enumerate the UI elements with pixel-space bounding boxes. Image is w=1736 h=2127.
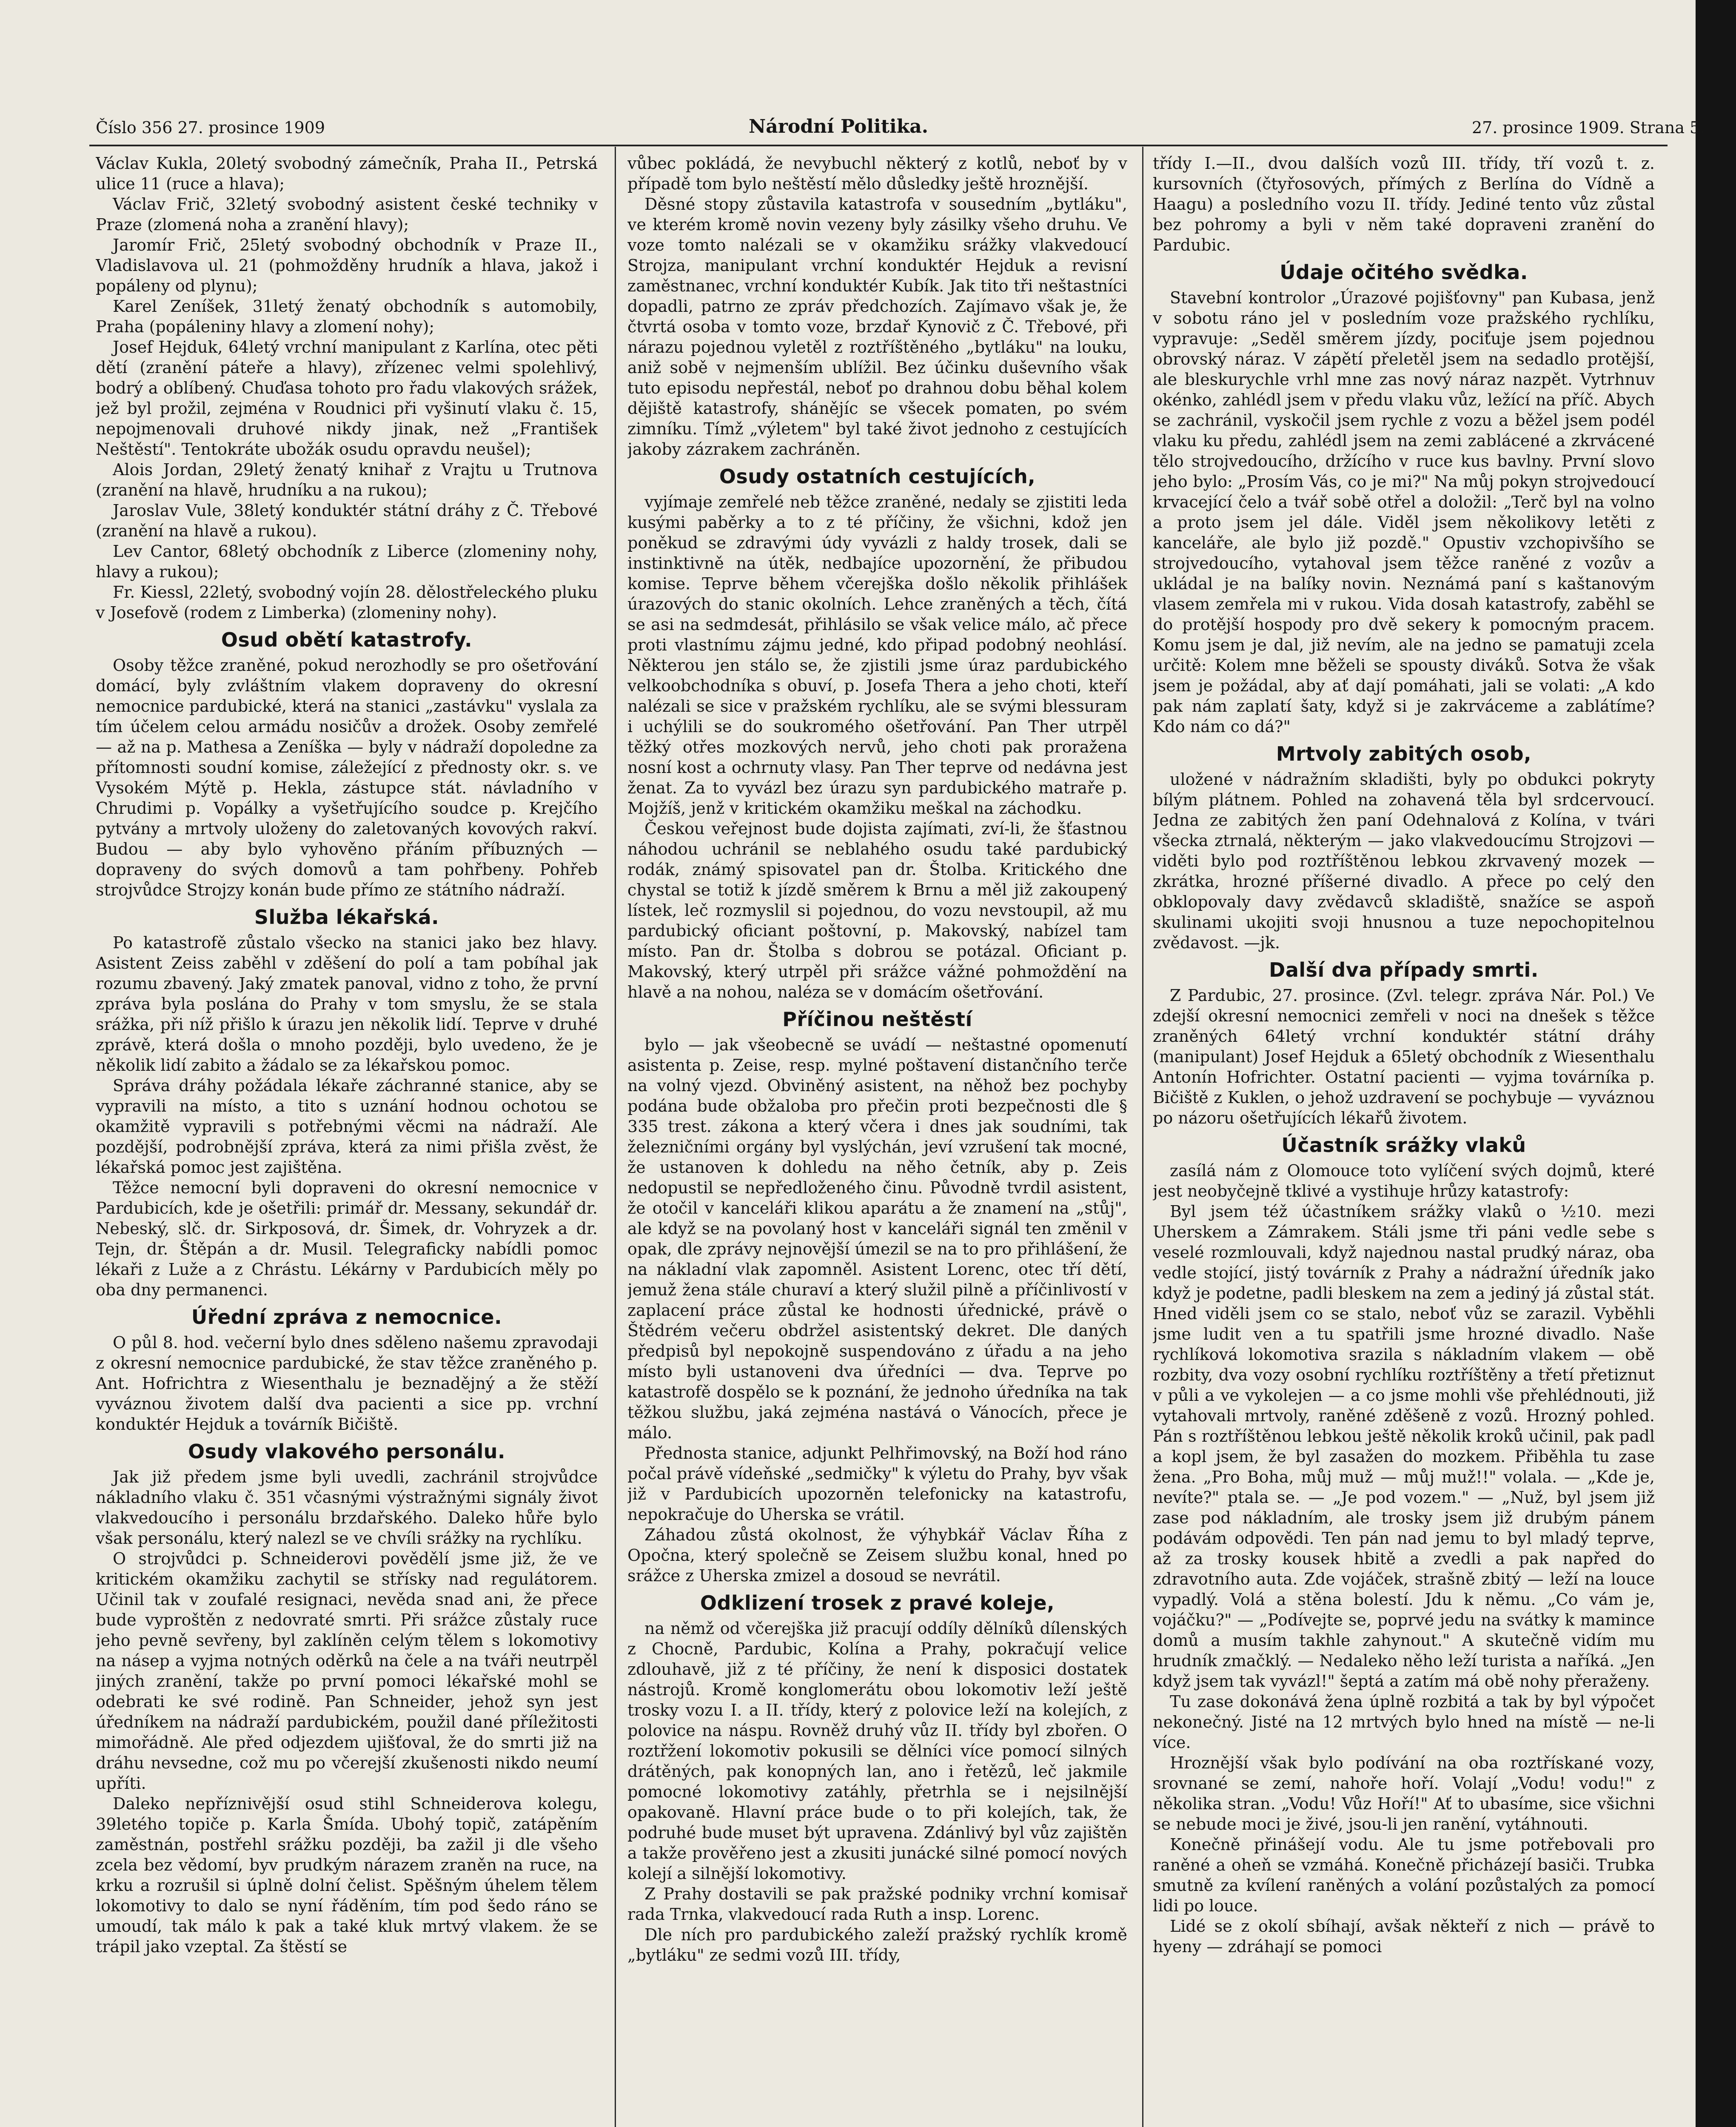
article-paragraph: Záhadou zůstá okolnost, že výhybkář Václav Říha z Opočna, který společně se Zeisem službu konal, hned po srážce z Uherska zmizel a dosoud se nevrátil. xyxy=(627,1525,1127,1585)
header-rule xyxy=(89,145,1668,146)
article-paragraph: Byl jsem též účastníkem srážky vlaků o ½10. mezi Uherskem a Zámrakem. Stáli jsme tři páni vedle sebe s veselé rozmlouvali, když najednou nastal prudký náraz, oba vedle stojící, jistý továrník z Prahy a nádražní úředník jako když je podetne, padli bleskem na zem a jediný já zůstal stát. Hned viděli jsem co se stalo, neboť vůz se zarazil. Vyběhli jsme ludit ven a tu spatřili jsme hrozné divadlo. Naše rychlíková lokomotiva srazila s nákladním vlakem — obě rozbity, dva vozy osobní rychlíku roztříštěny a třetí přetiznut v půli a ve vykolejen — a co jsme mohli vše přehlédnouti, již vytahovali mrtvoly, raněné zděšeně z vozů. Hrozný pohled. Pán s roztříštěnou lebkou ještě několik kroků učinil, pak padl a kopl jsem, že byl zasažen do mozkem. Přiběhla tu zase žena. „Pro Boha, můj muž — můj muž!!" volala. — „Kde je, nevíte?" ptala se. — „Je pod vozem." — „Nuž, byl jsem již zase pod nákladním, ale trosky jsem již drubým pánem podávám odpovědi. Ten pán nad jemu to byl mladý teprve, až za trosky kousek hbitě a zvedli a pak napřed do zdravotního auta. Zde vojáček, strašně zbitý — leží na louce vypadlý. Volá a stěna bolestí. Jdu k němu. „Co vám je, vojáčku?" — „Podívejte se, poprvé jedu na svátky k mamince domů a musím takhle zahynout." A skutečně vidím mu hrudník zmačklý. — Nedaleko něho leží turista a naříká. „Jen když jsem tak vyvázl!" šeptá a zatím má obě nohy přeraženy. xyxy=(1153,1202,1655,1691)
text-column-2 xyxy=(627,153,1127,2127)
article-paragraph: Z Pardubic, 27. prosince. (Zvl. telegr. zpráva Nár. Pol.) Ve zdejší okresní nemocnici zemřeli v noci na dnešek s těžce zraněných 64letý vrchní konduktér státní dráhy (manipulant) Josef Hejduk a 65letý obchodník z Wiesenthalu Antonín Hofrichter. Ostatní pacienti — vyjma továrníka p. Bičiště z Kuklen, o jehož uzdravení se pochybuje — vyváznou po názoru ošetřujících lékařů životem. xyxy=(1153,986,1655,1127)
section-heading: Údaje očitého svědka. xyxy=(1280,261,1528,284)
article-paragraph: zasílá nám z Olomouce toto vylíčení svých dojmů, které jest neobyčejně tklivé a vystihuje hrůzy katastrofy: xyxy=(1153,1161,1655,1200)
text-column-3 xyxy=(1153,153,1655,2127)
article-paragraph: Po katastrofě zůstalo všecko na stanici jako bez hlavy. Asistent Zeiss zaběhl v zděšení do polí a tam pobíhal jak rozumu zbavený. Jaký zmatek panoval, vidno z toho, že první zpráva byla poslána do Prahy v tom smyslu, že se stala srážka, při níž přišlo k úrazu jen několik lidí. Teprve v druhé zprávě, která došla o mnoho později, bylo uvedeno, že je několik lidí zabito a žádalo se za lékařskou pomoc. xyxy=(96,933,598,1075)
article-paragraph: Jaroslav Vule, 38letý konduktér státní dráhy z Č. Třebové (zranění na hlavě a rukou). xyxy=(96,501,598,540)
article-paragraph: Z Prahy dostavili se pak pražské podniky vrchní komisař rada Trnka, vlakvedoucí rada Ruth a insp. Lorenc. xyxy=(627,1885,1127,1924)
article-paragraph: vyjímaje zemřelé neb těžce zraněné, nedaly se zjistiti leda kusými paběrky a to z té příčiny, že všichni, kdož jen poněkud se zdravými údy vyvázli z haldy trosek, dali se instinktivně na útěk, nedbajíce upozornění, že přibudou komise. Teprve během včerejška došlo několik přihlášek úrazových do stanic okolních. Lehce zraněných a těch, čítá se asi na sedmdesát, přihlásilo se však velice málo, ač přece proti vlastnímu zájmu jedné, kdo připad podobný neohlásí. Některou jen stálo se, že zjistili jsme úraz pardubického velkoobchodníka s obuví, p. Josefa Thera a jeho choti, kteří nalézali se sice v pražském rychlíku, ale se svými blessuram i uchýlili se do soukromého ošetřování. Pan Ther utrpěl těžký otřes mozkových nervů, jeho choti pak proražena nosní kost a ochrnuty vlasy. Pan Ther teprve od nedávna jest ženat. Za to vyvázl bez úrazu syn pardubického matraře p. Mojžíš, jenž v kritickém okamžiku meškal na záchodku. xyxy=(627,493,1127,818)
article-paragraph: Konečně přinášejí vodu. Ale tu jsme potřebovali pro raněné a oheň se vzmáhá. Konečně přicházejí basiči. Trubka smutně za kvílení raněných a volání pozůstalých za pomocí lidi po louce. xyxy=(1153,1835,1655,1915)
article-paragraph: na němž od včerejška již pracují oddíly dělníků dílenských z Chocně, Pardubic, Kolína a Prahy, pokračují velice zdlouhavě, již z té příčiny, že není k disposici dostatek nástrojů. Kromě konglomerátu obou lokomotiv leží ještě trosky vozu I. a II. třídy, který z polovice leží na kolejích, z polovice na náspu. Rovněž druhý vůz II. třídy byl zbořen. O roztřžení lokomotiv pokusili se dělníci více pomocí silných drátěných, pak konopných lan, ano i řetězů, leč jakmile pomocné lokomotivy zatáhly, přetrhla se i nejsilnější opakovaně. Hlavní práce bude o to při kolejích, tak, že podruhé bude muset být upravena. Zdánlivý byl vůz zajištěn a takže prověřeno jest a zkusiti junácké silné pomocí nových kolejí a silnější lokomotivy. xyxy=(627,1619,1127,1883)
newspaper-title: Národní Politika. xyxy=(749,116,929,137)
article-paragraph: Osoby těžce zraněné, pokud nerozhodly se pro ošetřování domácí, byly zvláštním vlakem dopraveny do okresní nemocnice pardubické, která na stanici „zastávku" vyslala za tím účelem celou armádu nosičův a drožek. Osoby zemřelé — až na p. Mathesa a Zeníška — byly v nádraží dopoledne za přítomnosti soudní komise, záležející z přednosty okr. s. ve Vysokém Mýtě p. Hekla, zástupce stát. návladního v Chrudimi p. Vopálky a vyšetřujícího soudce p. Krejčího pytvány a mrtvoly uloženy do zaletovaných kovových rakví. Budou — aby bylo vyhověno přáním příbuzných — dopraveny do svých domovů a tam pohřbeny. Pohřeb strojvůdce Strojzy konán bude přímo ze státního nádraží. xyxy=(96,656,598,899)
article-paragraph: Správa dráhy požádala lékaře záchranné stanice, aby se vypravili na místo, a tito s uznání hodnou ochotou se okamžitě vypravili s potřebnými věcmi na nádraží. Ale pozdější, podrobnější zpráva, která za nimi přišla zvěst, že lékařská pomoc jest zajištěna. xyxy=(96,1076,598,1177)
article-paragraph: Jaromír Frič, 25letý svobodný obchodník v Praze II., Vladislavova ul. 21 (pohmožděny hrudník a hlava, jakož i popáleny od plynu); xyxy=(96,236,598,295)
article-paragraph: třídy I.—II., dvou dalších vozů III. třídy, tří vozů t. z. kursovních (čtyřosových, přímých z Berlína do Vídně a Haagu) a posledního vozu II. třídy. Jediné tento vůz zůstal bez pohromy a byli v něm také dopraveni zranění do Pardubic. xyxy=(1153,154,1655,254)
article-paragraph: Děsné stopy zůstavila katastrofa v sousedním „bytláku", ve kterém kromě novin vezeny byly zásilky všeho druhu. Ve voze tomto nalézali se v okamžiku srážky vlakvedoucí Strojza, manipulant vrchní konduktér Hejduk a revisní zaměstnanec, vrchní konduktér Kubík. Jak tito tři neštastníci dopadli, patrno ze zpráv předchozích. Zajímavo však je, že čtvrtá osoba v tomto voze, brzdař Kynovič z Č. Třebové, při nárazu pojednou vyletěl z roztříštěného „bytláku" na louku, aniž sobě v nejmenším ublížil. Bez účinku duševního však tuto episodu nepřestál, neboť po drahnou dobu běhal kolem dějiště katastrofy, shánějíc se všecek pomaten, po svém zimníku. Tímž „výletem" byl také život jednoho z cestujících jakoby zázrakem zachráněn. xyxy=(627,195,1127,459)
text-column-1 xyxy=(96,153,598,2127)
article-paragraph: Alois Jordan, 29letý ženatý knihař z Vrajtu u Trutnova (zranění na hlavě, hrudníku a na rukou); xyxy=(96,460,598,499)
section-heading: Osud obětí katastrofy. xyxy=(221,628,473,651)
article-paragraph: Jak již předem jsme byli uvedli, zachránil strojvůdce nákladního vlaku č. 351 včasnými výstražnými signály život vlakvedoucího i personálu brzdařského. Daleko hůře bylo však personálu, který nalezl se ve chvíli srážky na rychlíku. xyxy=(96,1468,598,1548)
article-paragraph: Fr. Kiessl, 22letý, svobodný vojín 28. dělostřeleckého pluku v Josefově (rodem z Limberka) (zlomeniny nohy). xyxy=(96,583,598,622)
page-header xyxy=(85,110,1705,144)
article-paragraph: Těžce nemocní byli dopraveni do okresní nemocnice v Pardubicích, kde je ošetřili: primář dr. Messany, sekundář dr. Nebeský, slč. dr. Sirkposová, dr. Šimek, dr. Vohryzek a dr. Tejn, dr. Štěpán a dr. Musil. Telegraficky nabídli pomoc lékaři z Luže a z Chrástu. Lékárny v Pardubicích měly po oba dny permanenci. xyxy=(96,1178,598,1299)
article-paragraph: vůbec pokládá, že nevybuchl některý z kotlů, neboť by v případě tom bylo neštěstí mělo důsledky ještě hroznější. xyxy=(627,154,1127,193)
section-heading: Úřední zpráva z nemocnice. xyxy=(191,1306,502,1329)
article-paragraph: uložené v nádražním skladišti, byly po obdukci pokryty bílým plátnem. Pohled na zohavená těla byl srdcervoucí. Jedna ze zabitých žen paní Odehnalová z Kolína, v tvári všecka ztrnalá, některým — jako vlakvedoucímu Strojzovi — viděti bylo pod roztříštěnou lebkou zkrvavený mozek — zkrátka, hrozné příšerné divadlo. A přece po celý den obklopovaly davy zvědavců skladiště, snažíce se aspoň skulinami ukojiti svoji hnusnou a tuze nepochopitelnou zvědavost. —jk. xyxy=(1153,770,1655,952)
article-paragraph: O strojvůdci p. Schneiderovi povědělí jsme již, že ve kritickém okamžiku zachytil se střísky nad regulátorem. Učinil tak v zoufalé resignaci, nevěda snad ani, že přece bude vyproštěn z nedovraté smrti. Při srážce zůstaly ruce jeho pevně sevřeny, byl zaklíněn celým tělem s lokomotivy na násep a vyjma notných oděrků na čele a na tváři neutrpěl jiných zranění, takže po první pomoci lékařské mohl se odebrati ke své rodině. Pan Schneider, jehož syn jest úředníkem na nádraží pardubickém, použil dané příležitosti mimořádně. Ale před odjezdem ujišťoval, že do smrti již na dráhu nevsedne, což mu po včerejší zkušenosti nikdo neumí upříti. xyxy=(96,1549,598,1793)
section-heading: Služba lékařská. xyxy=(254,906,439,929)
article-paragraph: Stavební kontrolor „Úrazové pojišťovny" pan Kubasa, jenž v sobotu ráno jel v posledním voze pražského rychlíku, vypravuje: „Seděl směrem jízdy, pociťuje jsem pojednou obrovský náraz. V zápětí přeletěl jsem na sedadlo protější, ale bleskurychle vrhl mne zas nový náraz nazpět. Vytrhnuv okénko, zahlédl jsem v předu vlaku vůz, ležící na příč. Abych se zachránil, vyskočil jsem rychle z vozu a běžel jsem podél vlaku ku předu, zahlédl jsem na zemi zablácené a zkrvácené tělo strojvedoucího, držícího v ruce kus bavlny. První slovo jeho bylo: „Prosím Vás, co je mi?" Na můj pokyn strojvedoucí krvacející čelo a tvář sobě otřel a doložil: „Terč byl na volno a proto jsem jel dále. Viděl jsem několikovy letěti z kanceláře, ale bylo již pozdě." Opustiv vzchopivšího se strojvedoucího, vytahoval jsem těžce raněné z vozův a ukládal je na balíky novin. Neznámá paní s kaštanovým vlasem zemřela mi v rukou. Vida dosah katastrofy, zaběhl se do protější hospody pro dvě sekery k pomocným pracem. Komu jsem je dal, již nevím, ale na jedno se pamatuji zcela určitě: Kolem mne běželi se spousty diváků. Sotva že však jsem je požádal, aby ať dají pomáhati, jali se volati: „A kdo pak nám zaplatí šaty, když si je zakrváceme a zablátíme? Kdo nám co dá?" xyxy=(1153,288,1655,736)
article-paragraph: Tu zase dokonává žena úplně rozbitá a tak by byl výpočet nekonečný. Jisté na 12 mrtvých bylo hned na místě — ne-li více. xyxy=(1153,1692,1655,1752)
article-paragraph: Daleko nepříznivější osud stihl Schneiderova kolegu, 39letého topiče p. Karla Šmída. Ubohý topič, zatápěním zaměstnán, postřehl srážku později, ba zažil ji dle všeho zcela bez vědomí, byv prudkým nárazem zraněn na ruce, na krku a rozrušil si úplně dolní čelist. Spěšným úhelem tělem lokomotivy to dalo se nyní řáděním, tím pod šedo ráno se umoudí, tak málo k pak a také kluk mrtvý vlakem. že se trápil jako vzeptal. Za štěstí se xyxy=(96,1794,598,1956)
section-heading: Další dva případy smrti. xyxy=(1269,958,1539,981)
article-paragraph: Přednosta stanice, adjunkt Pelhřimovský, na Boží hod ráno počal právě vídeňské „sedmičky" k výletu do Prahy, byv však již v Pardubicích upozorněn telefonicky na katastrofu, nepokračuje do Uherska se vrátil. xyxy=(627,1444,1127,1524)
scan-border xyxy=(1696,0,1736,2127)
article-paragraph: Českou veřejnost bude dojista zajímati, zví-li, že šťastnou náhodou uchránil se neblahého osudu také pardubický rodák, známý spisovatel pan dr. Štolba. Kritického dne chystal se totiž k jízdě směrem k Brnu a měl již zakoupený lístek, leč rozmyslil si pojednou, do vozu nevstoupil, až mu pardubický oficiant poštovní, p. Makovský, nabízel tam místo. Pan dr. Štolba s dobrou se potázal. Oficiant p. Makovský, který utrpěl při srážce vážné pohmoždění na hlavě a na nohou, naléza se v domácím ošetřování. xyxy=(627,819,1127,1001)
article-paragraph: Hroznější však bylo podívání na oba roztřískané vozy, srovnané se zemí, nahoře hoří. Volají „Vodu! vodu!" z několika stran. „Vodu! Vůz Hoří!" Ať to ubasíme, sice všichni se nebude moci je živé, jsou-li jen ranění, vytáhnouti. xyxy=(1153,1753,1655,1833)
header-issue-date: Číslo 356 27. prosince 1909 xyxy=(96,118,325,137)
column-divider xyxy=(615,147,616,2127)
header-date-page: 27. prosince 1909. Strana 5. xyxy=(1472,118,1705,137)
article-paragraph: Václav Kukla, 20letý svobodný zámečník, Praha II., Petrská ulice 11 (ruce a hlava); xyxy=(96,154,598,193)
column-divider xyxy=(1142,147,1143,2127)
section-heading: Osudy vlakového personálu. xyxy=(188,1440,506,1463)
article-paragraph: Lidé se z okolí sbíhají, avšak někteří z nich — právě to hyeny — zdráhají se pomoci xyxy=(1153,1917,1655,1956)
section-heading: Osudy ostatních cestujících, xyxy=(719,465,1036,488)
section-heading: Mrtvoly zabitých osob, xyxy=(1276,742,1532,765)
section-heading: Příčinou neštěstí xyxy=(782,1008,972,1031)
article-paragraph: Karel Zeníšek, 31letý ženatý obchodník s automobily, Praha (popáleniny hlavy a zlomení nohy); xyxy=(96,297,598,336)
article-paragraph: Dle ních pro pardubického zaleží pražský rychlík kromě „bytláku" ze sedmi vozů III. třídy, xyxy=(627,1925,1127,1964)
article-paragraph: Josef Hejduk, 64letý vrchní manipulant z Karlína, otec pěti dětí (zranění páteře a hlavy), zřízenec velmi spolehlivý, bodrý a oblíbený. Chuďasa tohoto pro řadu vlakových srážek, jež byl prožil, zejména v Roudnici při vyšinutí vlaku č. 15, nepojmenovali druhové nikdy jinak, než „František Neštěstí". Tentokráte ubožák osudu opravdu neušel); xyxy=(96,338,598,459)
section-heading: Účastník srážky vlaků xyxy=(1281,1134,1526,1157)
section-heading: Odklizení trosek z pravé koleje, xyxy=(700,1591,1055,1614)
article-paragraph: O půl 8. hod. večerní bylo dnes sděleno našemu zpravodaji z okresní nemocnice pardubické, že stav těžce zraněného p. Ant. Hofrichtra z Wiesenthalu je beznadějný a že stěží vyváznou životem další dva pacienti a sice pp. vrchní konduktér Hejduk a továrník Bičiště. xyxy=(96,1333,598,1434)
article-paragraph: bylo — jak všeobecně se uvádí — neštastné opomenutí asistenta p. Zeise, resp. mylné poštavení distančního terče na volný vjezd. Obviněný asistent, na něhož bez pochyby podána bude obžaloba pro přečin proti bezpečnosti dle § 335 trest. zákona a který včera i dnes jak soudními, tak železničními orgány byl vyslýchán, jeví vzrušení tak mocné, že ustanoven k dohledu na něho četník, aby p. Zeis nedopustil se nepředloženého činu. Původně tvrdil asistent, že otočil v kanceláři klikou aparátu a že znamení na „stůj", ale když se na povolaný host v kanceláři signál ten změnil v opak, dle zprávy nejnovější úmezil se na to pro přihlášení, že na nákladní vlak zapomněl. Asistent Lorenc, otec tří dětí, jemuž žena stále churaví a který služil pilně a příčinlivostí v zaplacení práce zůstal ke hodnosti úřednické, právě o Štědrém večeru obdržel asistentský dekret. Dle daných předpisů byl nepokojně suspendováno z úřadu a na jeho místo byli ustanoveni dva úředníci — dva. Teprve po katastrofě dospělo se k poznání, že jednoho úředníka na tak těžkou službu, jaká zejména nastává o Vánocích, přece je málo. xyxy=(627,1035,1127,1442)
article-paragraph: Václav Frič, 32letý svobodný asistent české techniky v Praze (zlomená noha a zranění hlavy); xyxy=(96,195,598,234)
article-paragraph: Lev Cantor, 68letý obchodník z Liberce (zlomeniny nohy, hlavy a rukou); xyxy=(96,542,598,581)
